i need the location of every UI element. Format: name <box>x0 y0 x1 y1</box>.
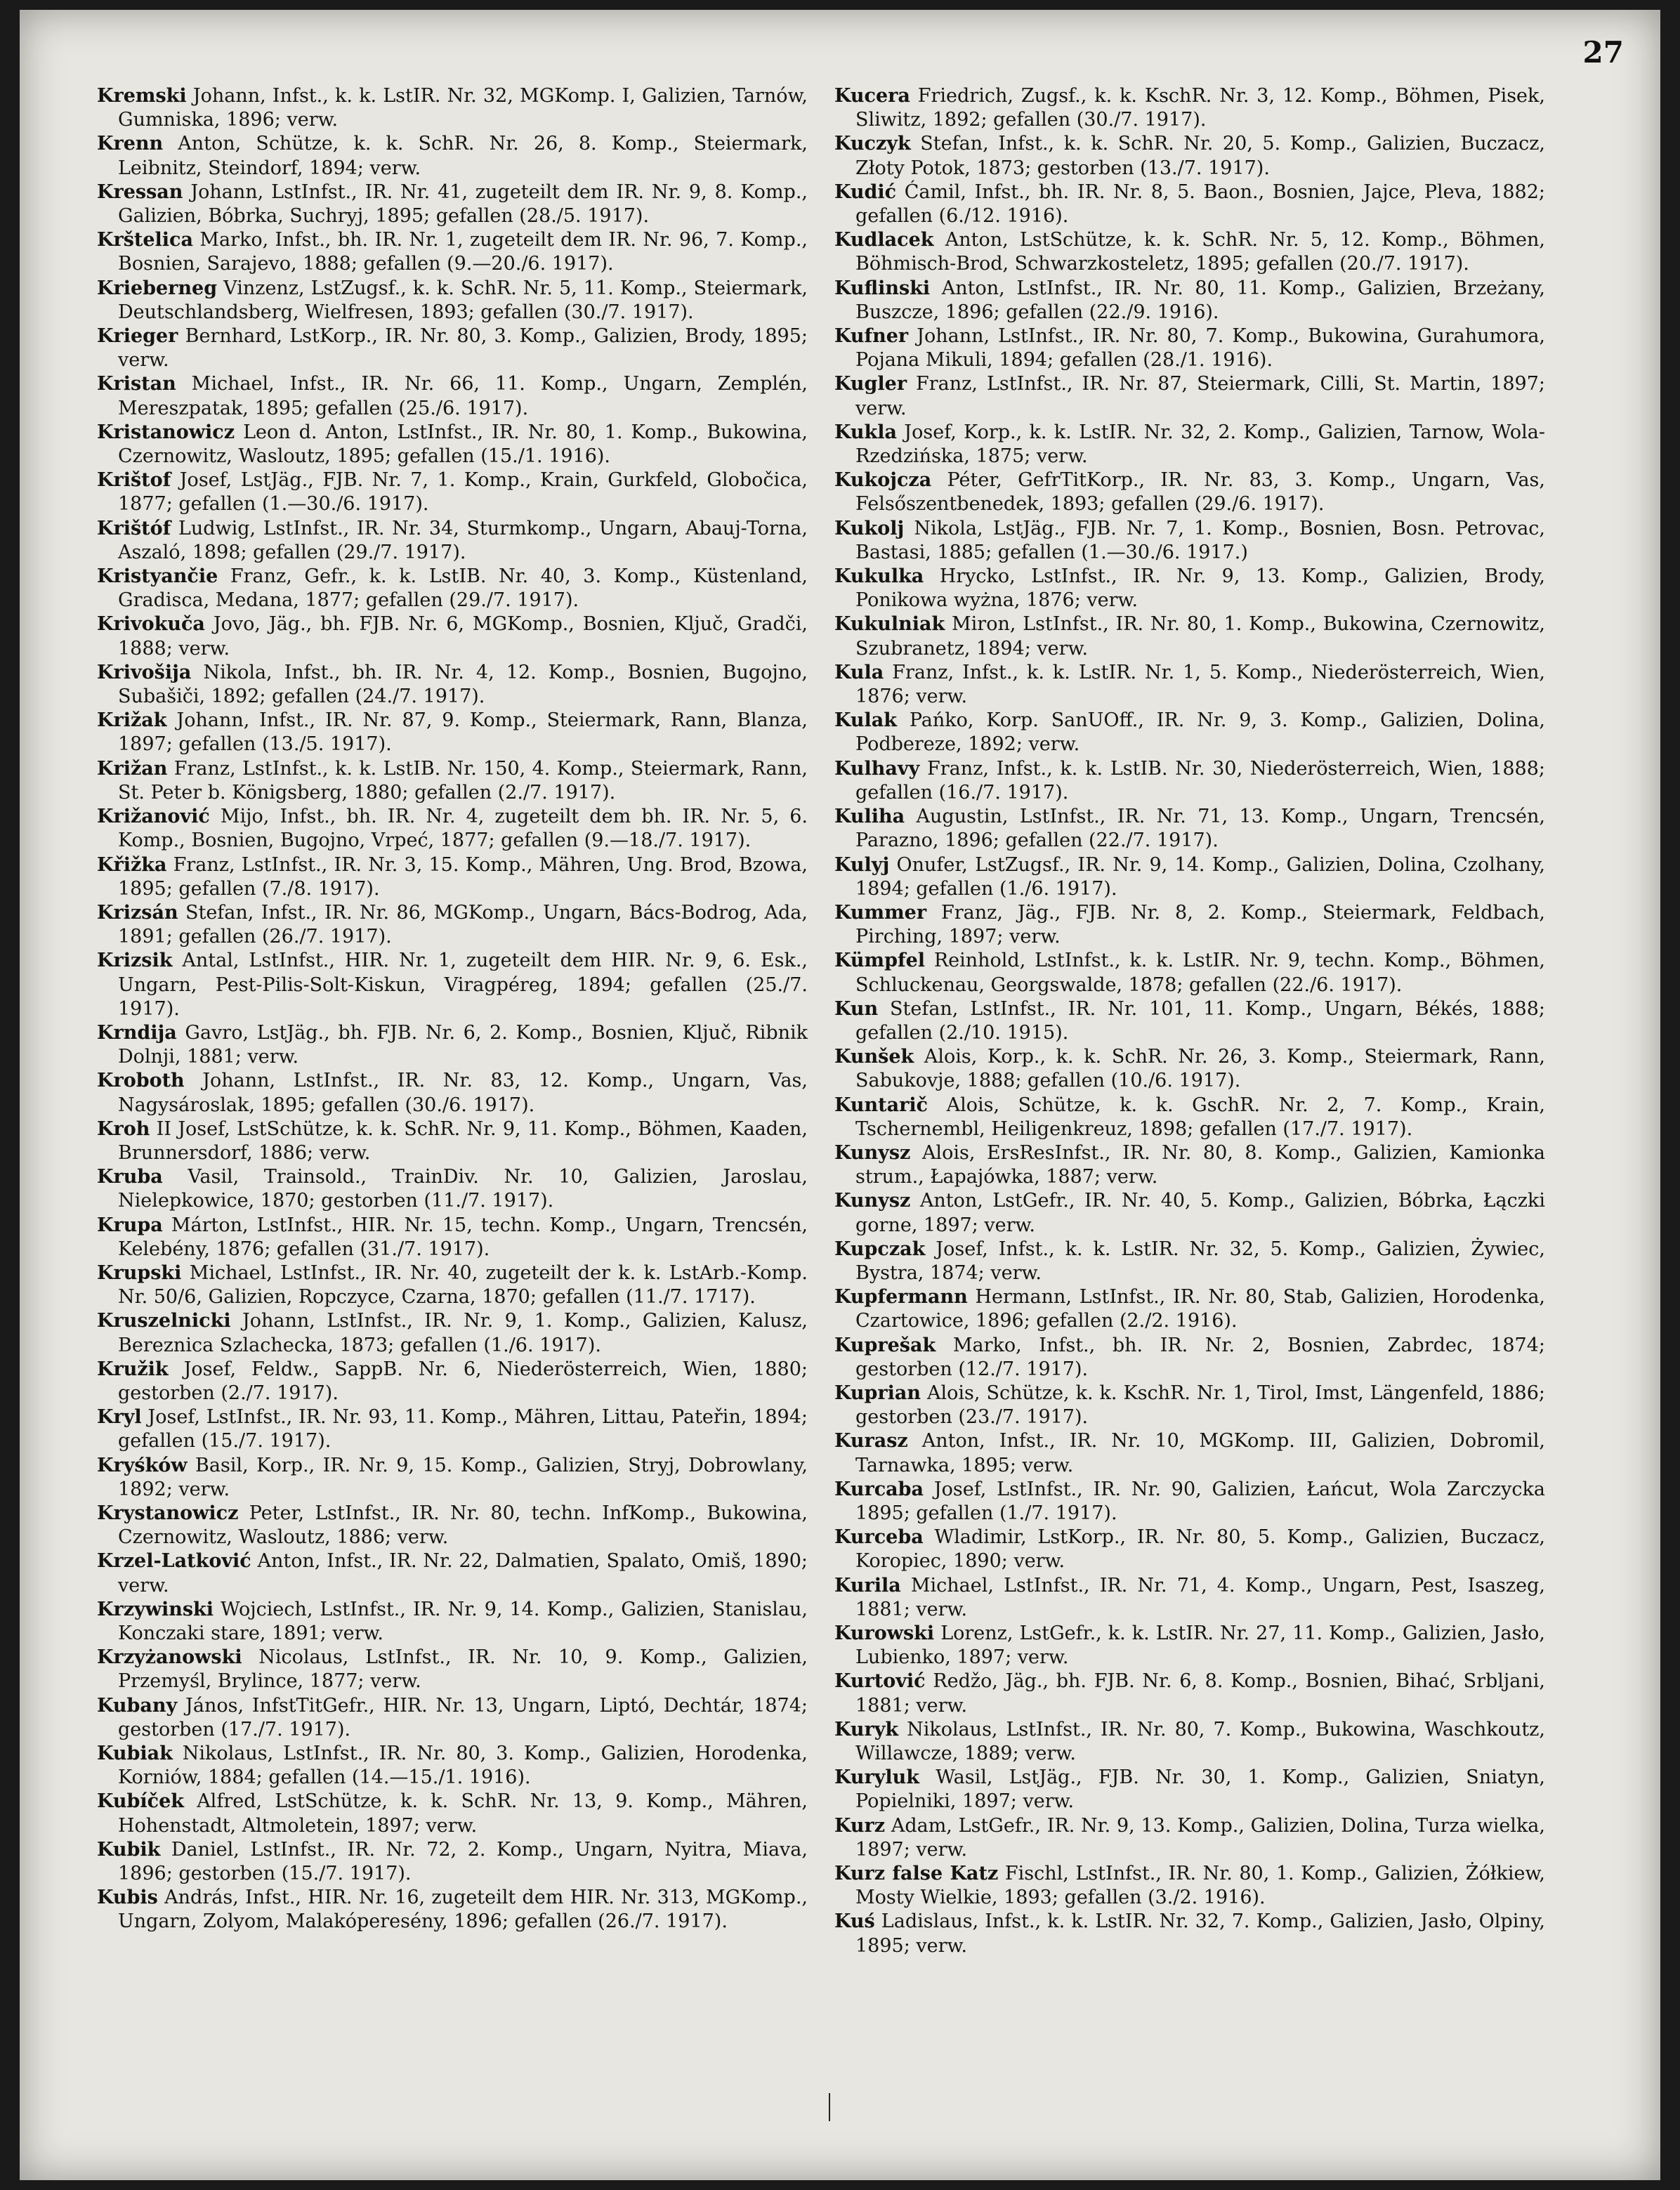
entry-details: Franz, LstInfst., IR. Nr. 3, 15. Komp., Mähren, Ung. Brod, Bzowa, 1895; gefallen (7./8. 1917). <box>118 853 808 900</box>
entry-surname: Krystanowicz <box>97 1502 239 1524</box>
entry-details: Márton, LstInfst., HIR. Nr. 15, techn. Komp., Ungarn, Trencsén, Kelebény, 1876; gefallen (31./7. 1917). <box>118 1214 808 1260</box>
entry-details: Josef, Feldw., SappB. Nr. 6, Niederösterreich, Wien, 1880; gestorben (2./7. 1917). <box>118 1358 808 1404</box>
casualty-entry <box>834 1238 1545 1285</box>
casualty-entry <box>834 901 1545 949</box>
casualty-entry <box>97 1165 808 1213</box>
entry-details: Marko, Infst., bh. IR. Nr. 1, zugeteilt dem IR. Nr. 96, 7. Komp., Bosnien, Sarajevo, 1888; gefallen (9.—20./6. 1917). <box>118 229 808 275</box>
entry-surname: Krštelica <box>97 229 193 251</box>
entry-details: Michael, LstInfst., IR. Nr. 71, 4. Komp., Ungarn, Pest, Isaszeg, 1881; verw. <box>855 1574 1545 1620</box>
entry-details: Mijo, Infst., bh. IR. Nr. 4, zugeteilt dem bh. IR. Nr. 5, 6. Komp., Bosnien, Bugojno, Vrpeć, 1877; gefallen (9.—18./7. 1917). <box>118 806 808 852</box>
entry-surname: Krivošija <box>97 661 192 683</box>
entry-surname: Kuliha <box>834 806 905 828</box>
entry-details: Basil, Korp., IR. Nr. 9, 15. Komp., Galizien, Stryj, Dobrowlany, 1892; verw. <box>118 1454 808 1500</box>
entry-details: II Josef, LstSchütze, k. k. SchR. Nr. 9, 11. Komp., Böhmen, Kaaden, Brunnersdorf, 1886; verw. <box>118 1117 808 1164</box>
entry-details: Anton, LstGefr., IR. Nr. 40, 5. Komp., Galizien, Bóbrka, Łączki gorne, 1897; verw. <box>855 1190 1545 1236</box>
entry-details: Franz, Infst., k. k. LstIR. Nr. 1, 5. Komp., Niederösterreich, Wien, 1876; verw. <box>855 661 1545 708</box>
entry-surname: Krieberneg <box>97 277 218 299</box>
entry-details: Johann, Infst., k. k. LstIR. Nr. 32, MGKomp. I, Galizien, Tarnów, Gumniska, 1896; verw. <box>118 85 808 131</box>
casualty-entry <box>97 277 808 324</box>
entry-details: Marko, Infst., bh. IR. Nr. 2, Bosnien, Zabrdec, 1874; gestorben (12./7. 1917). <box>855 1334 1545 1380</box>
entry-details: Jovo, Jäg., bh. FJB. Nr. 6, MGKomp., Bosnien, Ključ, Gradči, 1888; verw. <box>118 613 808 660</box>
entry-surname: Kummer <box>834 901 927 924</box>
entry-details: Redžo, Jäg., bh. FJB. Nr. 6, 8. Komp., Bosnien, Bihać, Srbljani, 1881; verw. <box>855 1670 1545 1717</box>
entry-details: Michael, Infst., IR. Nr. 66, 11. Komp., Ungarn, Zemplén, Mereszpatak, 1895; gefallen (25./6. 1917). <box>118 373 808 419</box>
casualty-entry <box>97 853 808 901</box>
casualty-entry <box>834 1718 1545 1766</box>
entry-details: Nicolaus, LstInfst., IR. Nr. 10, 9. Komp., Galizien, Przemyśl, Brylince, 1877; verw. <box>118 1646 808 1693</box>
casualty-entry <box>97 1549 808 1597</box>
entry-details: Daniel, LstInfst., IR. Nr. 72, 2. Komp., Ungarn, Nyitra, Miava, 1896; gestorben (15./7. 1917). <box>118 1838 808 1885</box>
entry-details: Nikola, Infst., bh. IR. Nr. 4, 12. Komp., Bosnien, Bugojno, Subašiči, 1892; gefallen (24./7. 1917). <box>118 661 808 708</box>
casualty-entry <box>97 1646 808 1693</box>
casualty-entry <box>834 805 1545 853</box>
entry-details: Vinzenz, LstZugsf., k. k. SchR. Nr. 5, 11. Komp., Steiermark, Deutschlandsberg, Wielfresen, 1893; gefallen (30./7. 1917). <box>118 277 808 323</box>
casualty-entry <box>834 1141 1545 1189</box>
casualty-entry <box>97 757 808 805</box>
casualty-entry <box>834 1382 1545 1429</box>
entry-surname: Kristanowicz <box>97 421 235 443</box>
casualty-entry <box>834 1429 1545 1477</box>
casualty-entry <box>97 1838 808 1886</box>
casualty-entry <box>97 372 808 420</box>
entry-details: Michael, LstInfst., IR. Nr. 40, zugeteilt der k. k. LstArb.-Komp. Nr. 50/6, Galizien, Ropczyce, Czarna, 1870; gefallen (11./7. 1717). <box>118 1261 808 1309</box>
entry-details: Johann, LstInfst., IR. Nr. 83, 12. Komp., Ungarn, Vas, Nagysároslak, 1895; gefallen (30./6. 1917). <box>118 1070 808 1116</box>
entry-details: Johann, Infst., IR. Nr. 87, 9. Komp., Steiermark, Rann, Blanza, 1897; gefallen (13./5. 1917). <box>118 709 808 756</box>
entry-surname: Kugler <box>834 373 907 395</box>
casualty-entry <box>834 1334 1545 1382</box>
entry-surname: Kunšek <box>834 1046 914 1068</box>
entry-surname: Kružik <box>97 1358 169 1380</box>
casualty-entry <box>97 1261 808 1309</box>
entry-details: Franz, Jäg., FJB. Nr. 8, 2. Komp., Steiermark, Feldbach, Pirching, 1897; verw. <box>855 901 1545 948</box>
entry-details: Hermann, LstInfst., IR. Nr. 80, Stab, Galizien, Horodenka, Czartowice, 1896; gefallen (2./2. 1916). <box>855 1286 1545 1332</box>
entry-surname: Krzyżanowski <box>97 1646 242 1669</box>
casualty-entry <box>834 1766 1545 1814</box>
entry-surname: Kurila <box>834 1574 901 1596</box>
entry-surname: Krupski <box>97 1261 182 1284</box>
entry-details: Wojciech, LstInfst., IR. Nr. 9, 14. Komp., Galizien, Stanislau, Konczaki stare, 1891; verw. <box>118 1598 808 1644</box>
casualty-entry <box>834 1526 1545 1573</box>
entry-details: Johann, LstInfst., IR. Nr. 41, zugeteilt dem IR. Nr. 9, 8. Komp., Galizien, Bóbrka, Suchryj, 1895; gefallen (28./5. 1917). <box>118 181 808 228</box>
casualty-entry <box>834 1670 1545 1717</box>
entry-surname: Kubis <box>97 1887 158 1909</box>
entry-details: Josef, Korp., k. k. LstIR. Nr. 32, 2. Komp., Galizien, Tarnow, Wola-Rzedzińska, 1875; verw. <box>855 421 1545 468</box>
entry-surname: Krizsán <box>97 901 178 924</box>
entry-surname: Kuś <box>834 1910 875 1933</box>
entry-details: Alois, ErsResInfst., IR. Nr. 80, 8. Komp., Galizien, Kamionka strum., Łapajówka, 1887; verw. <box>855 1141 1545 1188</box>
entry-details: Pańko, Korp. SanUOff., IR. Nr. 9, 3. Komp., Galizien, Dolina, Podbereze, 1892; verw. <box>855 709 1545 756</box>
entry-details: Fischl, LstInfst., IR. Nr. 80, 1. Komp., Galizien, Żółkiew, Mosty Wielkie, 1893; gefallen (3./2. 1916). <box>855 1863 1546 1909</box>
entry-details: Nikola, LstJäg., FJB. Nr. 7, 1. Komp., Bosnien, Bosn. Petrovac, Bastasi, 1885; gefallen (1.—30./6. 1917.) <box>855 517 1545 563</box>
entry-surname: Krieger <box>97 325 178 348</box>
casualty-entry <box>97 565 808 612</box>
casualty-entry <box>834 997 1545 1045</box>
left-column <box>97 84 808 1934</box>
entry-details: Leon d. Anton, LstInfst., IR. Nr. 80, 1. Komp., Bukowina, Czernowitz, Wasloutz, 1895; gefallen (15./1. 1916). <box>118 421 808 468</box>
casualty-entry <box>834 1285 1545 1333</box>
entry-details: Vasil, Trainsold., TrainDiv. Nr. 10, Galizien, Jaroslau, Nielepkowice, 1870; gestorben (11./7. 1917). <box>118 1166 808 1212</box>
entry-surname: Kuczyk <box>834 133 911 155</box>
entry-details: Stefan, LstInfst., IR. Nr. 101, 11. Komp., Ungarn, Békés, 1888; gefallen (2./10. 1915). <box>855 997 1545 1044</box>
entry-surname: Kula <box>834 661 884 683</box>
casualty-entry <box>834 1862 1545 1910</box>
casualty-entry <box>834 132 1545 180</box>
casualty-entry <box>834 372 1545 420</box>
entry-details: Josef, LstJäg., FJB. Nr. 7, 1. Komp., Krain, Gurkfeld, Globočica, 1877; gefallen (1.—30./6. 1917). <box>118 469 808 516</box>
entry-surname: Kristan <box>97 373 176 395</box>
entry-surname: Kruba <box>97 1166 163 1188</box>
casualty-entry <box>834 1478 1545 1526</box>
entry-surname: Krištof <box>97 469 171 492</box>
casualty-entry <box>834 468 1545 516</box>
entry-details: Peter, LstInfst., IR. Nr. 80, techn. InfKomp., Bukowina, Czernowitz, Wasloutz, 1886; verw. <box>118 1502 808 1549</box>
entry-details: Josef, LstInfst., IR. Nr. 93, 11. Komp., Mähren, Littau, Pateřin, 1894; gefallen (15./7. 1917). <box>118 1406 808 1453</box>
entry-details: Ludwig, LstInfst., IR. Nr. 34, Sturmkomp., Ungarn, Abauj-Torna, Aszaló, 1898; gefallen (29./7. 1917). <box>118 517 808 563</box>
entry-surname: Kunysz <box>834 1190 911 1212</box>
entry-surname: Kurowski <box>834 1622 935 1644</box>
entry-details: Adam, LstGefr., IR. Nr. 9, 13. Komp., Galizien, Dolina, Turza wielka, 1897; verw. <box>855 1814 1545 1861</box>
entry-surname: Kulak <box>834 709 897 732</box>
casualty-entry <box>97 1502 808 1549</box>
casualty-entry <box>834 1189 1545 1237</box>
entry-surname: Kukolj <box>834 517 905 539</box>
entry-details: Onufer, LstZugsf., IR. Nr. 9, 14. Komp., Galizien, Dolina, Czolhany, 1894; gefallen (1./6. 1917). <box>855 853 1545 900</box>
entry-details: Ćamil, Infst., bh. IR. Nr. 8, 5. Baon., Bosnien, Jajce, Pleva, 1882; gefallen (6./12. 1916). <box>855 181 1545 228</box>
entry-surname: Kuflinski <box>834 277 931 299</box>
casualty-entry <box>97 421 808 468</box>
casualty-entry <box>97 181 808 228</box>
entry-details: Alfred, LstSchütze, k. k. SchR. Nr. 13, 9. Komp., Mähren, Hohenstadt, Altmoletein, 1897; verw. <box>118 1790 808 1837</box>
casualty-entry <box>834 1910 1545 1958</box>
entry-surname: Kurceba <box>834 1526 924 1549</box>
entry-details: Franz, Gefr., k. k. LstIB. Nr. 40, 3. Komp., Küstenland, Gradisca, Medana, 1877; gefallen (29./7. 1917). <box>118 565 808 612</box>
entry-surname: Kukla <box>834 421 897 443</box>
entry-surname: Kurcaba <box>834 1478 924 1500</box>
right-column <box>834 84 1545 1958</box>
casualty-entry <box>834 1814 1545 1862</box>
margin-rule <box>829 2093 830 2121</box>
entry-surname: Kurtović <box>834 1670 926 1693</box>
casualty-entry <box>97 1790 808 1837</box>
casualty-entry <box>97 228 808 276</box>
entry-surname: Kuntarič <box>834 1094 928 1116</box>
casualty-entry <box>97 1454 808 1502</box>
casualty-entry <box>834 84 1545 132</box>
entry-details: Josef, Infst., k. k. LstIR. Nr. 32, 5. Komp., Galizien, Żywiec, Bystra, 1874; verw. <box>855 1238 1545 1284</box>
casualty-entry <box>834 1094 1545 1141</box>
entry-surname: Kucera <box>834 85 910 107</box>
casualty-entry <box>834 661 1545 709</box>
entry-details: Friedrich, Zugsf., k. k. KschR. Nr. 3, 12. Komp., Böhmen, Pisek, Sliwitz, 1892; gefallen (30./7. 1917). <box>855 85 1545 131</box>
entry-surname: Kufner <box>834 325 909 348</box>
entry-details: Anton, Infst., IR. Nr. 22, Dalmatien, Spalato, Omiš, 1890; verw. <box>118 1550 808 1596</box>
entry-surname: Krizsik <box>97 950 173 972</box>
entry-surname: Krenn <box>97 133 164 155</box>
entry-details: Reinhold, LstInfst., k. k. LstIR. Nr. 9, techn. Komp., Böhmen, Schluckenau, Georgswalde, 1878; gefallen (22./6. 1917). <box>855 950 1545 996</box>
casualty-entry <box>97 1309 808 1357</box>
entry-surname: Krištóf <box>97 517 171 539</box>
entry-surname: Kubiak <box>97 1743 173 1765</box>
entry-surname: Kryśków <box>97 1454 188 1476</box>
entry-details: Anton, LstInfst., IR. Nr. 80, 11. Komp., Galizien, Brzeżany, Buszcze, 1896; gefallen (22./9. 1916). <box>855 277 1545 323</box>
entry-details: Stefan, Infst., IR. Nr. 86, MGKomp., Ungarn, Bács-Bodrog, Ada, 1891; gefallen (26./7. 1917). <box>118 901 808 948</box>
casualty-entry <box>97 84 808 132</box>
entry-surname: Kroh <box>97 1117 150 1140</box>
entry-surname: Krivokuča <box>97 613 205 636</box>
casualty-entry <box>97 1598 808 1646</box>
casualty-entry <box>97 1021 808 1069</box>
entry-surname: Kulhavy <box>834 757 920 780</box>
entry-surname: Kruszelnicki <box>97 1310 231 1332</box>
entry-details: Alois, Korp., k. k. SchR. Nr. 26, 3. Komp., Steiermark, Rann, Sabukovje, 1888; gefallen (10./6. 1917). <box>855 1046 1545 1092</box>
entry-surname: Krndija <box>97 1021 177 1044</box>
entry-surname: Kuprešak <box>834 1334 936 1356</box>
entry-details: Péter, GefrTitKorp., IR. Nr. 83, 3. Komp., Ungarn, Vas, Felsőszentbenedek, 1893; gefallen (29./6. 1917). <box>855 469 1545 516</box>
entry-details: Johann, LstInfst., IR. Nr. 80, 7. Komp., Bukowina, Gurahumora, Pojana Mikuli, 1894; gefallen (28./1. 1916). <box>855 325 1545 372</box>
entry-details: Nikolaus, LstInfst., IR. Nr. 80, 7. Komp., Bukowina, Waschkoutz, Willawcze, 1889; verw. <box>855 1718 1545 1765</box>
document-page <box>20 10 1660 2180</box>
casualty-entry <box>97 901 808 949</box>
casualty-entry <box>97 1358 808 1405</box>
casualty-entry <box>97 132 808 180</box>
casualty-entry <box>97 517 808 565</box>
entry-surname: Kurz <box>834 1814 886 1837</box>
entry-surname: Kupfermann <box>834 1286 968 1309</box>
entry-details: Wladimir, LstKorp., IR. Nr. 80, 5. Komp., Galizien, Buczacz, Koropiec, 1890; verw. <box>855 1526 1545 1573</box>
casualty-entry <box>97 805 808 853</box>
casualty-entry <box>834 421 1545 468</box>
casualty-entry <box>97 612 808 660</box>
casualty-entry <box>834 228 1545 276</box>
entry-surname: Križanović <box>97 806 210 828</box>
casualty-entry <box>97 709 808 756</box>
casualty-entry <box>834 181 1545 228</box>
entry-details: Lorenz, LstGefr., k. k. LstIR. Nr. 27, 11. Komp., Galizien, Jasło, Lubienko, 1897; verw. <box>855 1622 1545 1669</box>
entry-details: Bernhard, LstKorp., IR. Nr. 80, 3. Komp., Galizien, Brody, 1895; verw. <box>118 325 808 372</box>
casualty-entry <box>97 1117 808 1165</box>
entry-surname: Kubíček <box>97 1790 184 1813</box>
entry-surname: Krzel-Latković <box>97 1550 251 1573</box>
entry-surname: Kümpfel <box>834 950 926 972</box>
casualty-entry <box>97 1694 808 1742</box>
entry-surname: Kudić <box>834 181 897 203</box>
entry-surname: Kukulniak <box>834 613 945 636</box>
casualty-entry <box>97 1405 808 1453</box>
entry-surname: Kroboth <box>97 1070 185 1092</box>
casualty-entry <box>97 949 808 1021</box>
entry-details: János, InfstTitGefr., HIR. Nr. 13, Ungarn, Liptó, Dechtár, 1874; gestorben (17./7. 1917). <box>118 1694 808 1740</box>
entry-details: Anton, LstSchütze, k. k. SchR. Nr. 5, 12. Komp., Böhmen, Böhmisch-Brod, Schwarzkosteletz, 1895; gefallen (20./7. 1917). <box>855 229 1545 275</box>
casualty-entry <box>97 324 808 372</box>
casualty-entry <box>834 324 1545 372</box>
entry-details: Gavro, LstJäg., bh. FJB. Nr. 6, 2. Komp., Bosnien, Ključ, Ribnik Dolnji, 1881; verw. <box>118 1021 808 1068</box>
entry-surname: Kukulka <box>834 565 924 588</box>
casualty-entry <box>834 757 1545 805</box>
entry-details: Nikolaus, LstInfst., IR. Nr. 80, 3. Komp., Galizien, Horodenka, Korniów, 1884; gefallen (14.—15./1. 1916). <box>118 1743 808 1789</box>
entry-details: Johann, LstInfst., IR. Nr. 9, 1. Komp., Galizien, Kalusz, Bereznica Szlachecka, 1873; gefallen (1./6. 1917). <box>118 1310 808 1356</box>
casualty-entry <box>97 1742 808 1790</box>
casualty-entry <box>834 517 1545 565</box>
entry-details: Anton, Schütze, k. k. SchR. Nr. 26, 8. Komp., Steiermark, Leibnitz, Steindorf, 1894; verw. <box>118 133 808 179</box>
casualty-entry <box>834 277 1545 324</box>
entry-surname: Kunysz <box>834 1141 911 1164</box>
page-number: 27 <box>1582 35 1624 70</box>
entry-details: Stefan, Infst., k. k. SchR. Nr. 20, 5. Komp., Galizien, Buczacz, Złoty Potok, 1873; gestorben (13./7. 1917). <box>855 133 1545 179</box>
casualty-entry <box>97 1069 808 1117</box>
entry-surname: Kuryk <box>834 1718 899 1740</box>
casualty-entry <box>834 1622 1545 1670</box>
entry-details: Josef, LstInfst., IR. Nr. 90, Galizien, Łańcut, Wola Zarczycka 1895; gefallen (1./7. 1917). <box>855 1478 1545 1524</box>
entry-surname: Kupczak <box>834 1238 926 1260</box>
casualty-entry <box>834 949 1545 997</box>
entry-surname: Kressan <box>97 181 183 203</box>
entry-surname: Kuprian <box>834 1382 921 1404</box>
entry-details: Wasil, LstJäg., FJB. Nr. 30, 1. Komp., Galizien, Sniatyn, Popielniki, 1897; verw. <box>855 1766 1545 1813</box>
entry-surname: Kurasz <box>834 1430 908 1453</box>
entry-surname: Křižka <box>97 853 167 876</box>
casualty-entry <box>834 565 1545 612</box>
entry-details: Franz, Infst., k. k. LstIB. Nr. 30, Niederösterreich, Wien, 1888; gefallen (16./7. 1917). <box>855 757 1545 804</box>
casualty-entry <box>834 709 1545 756</box>
entry-details: Antal, LstInfst., HIR. Nr. 1, zugeteilt dem HIR. Nr. 9, 6. Esk., Ungarn, Pest-Pilis-Solt-Kiskun, Viragpéreg, 1894; gefallen (25./7. 1917). <box>118 950 808 1020</box>
casualty-entry <box>834 1574 1545 1622</box>
entry-surname: Kun <box>834 997 879 1020</box>
casualty-entry <box>97 1214 808 1261</box>
casualty-entry <box>834 612 1545 660</box>
casualty-entry <box>834 853 1545 901</box>
entry-surname: Kubany <box>97 1694 178 1717</box>
entry-details: Alois, Schütze, k. k. GschR. Nr. 2, 7. Komp., Krain, Tschernembl, Heiligenkreuz, 1898; gefallen (17./7. 1917). <box>855 1094 1545 1140</box>
entry-surname: Kudlacek <box>834 229 934 251</box>
entry-surname: Kremski <box>97 85 187 107</box>
entry-surname: Krupa <box>97 1214 163 1236</box>
entry-surname: Kuryluk <box>834 1766 920 1789</box>
entry-details: Miron, LstInfst., IR. Nr. 80, 1. Komp., Bukowina, Czernowitz, Szubranetz, 1894; verw. <box>855 613 1545 660</box>
entry-surname: Križan <box>97 757 168 780</box>
entry-details: Hrycko, LstInfst., IR. Nr. 9, 13. Komp., Galizien, Brody, Ponikowa wyżna, 1876; verw. <box>855 565 1545 612</box>
entry-surname: Kristyančie <box>97 565 218 588</box>
entry-details: András, Infst., HIR. Nr. 16, zugeteilt dem HIR. Nr. 313, MGKomp., Ungarn, Zolyom, Malakóperesény, 1896; gefallen (26./7. 1917). <box>118 1887 808 1933</box>
entry-details: Alois, Schütze, k. k. KschR. Nr. 1, Tirol, Imst, Längenfeld, 1886; gestorben (23./7. 1917). <box>855 1382 1545 1429</box>
casualty-entry <box>97 468 808 516</box>
entry-details: Anton, Infst., IR. Nr. 10, MGKomp. III, Galizien, Dobromil, Tarnawka, 1895; verw. <box>855 1430 1545 1476</box>
entry-details: Ladislaus, Infst., k. k. LstIR. Nr. 32, 7. Komp., Galizien, Jasło, Olpiny, 1895; verw. <box>855 1910 1545 1957</box>
entry-details: Franz, LstInfst., IR. Nr. 87, Steiermark, Cilli, St. Martin, 1897; verw. <box>855 373 1545 419</box>
casualty-entry <box>97 1886 808 1934</box>
entry-surname: Kukojcza <box>834 469 932 492</box>
entry-details: Franz, LstInfst., k. k. LstIB. Nr. 150, 4. Komp., Steiermark, Rann, St. Peter b. Königsberg, 1880; gefallen (2./7. 1917). <box>118 757 808 804</box>
entry-surname: Krzywinski <box>97 1598 214 1620</box>
entry-surname: Kulyj <box>834 853 890 876</box>
entry-surname: Križak <box>97 709 167 732</box>
entry-surname: Kryl <box>97 1406 142 1429</box>
casualty-entry <box>834 1045 1545 1093</box>
entry-surname: Kubik <box>97 1838 161 1861</box>
entry-details: Augustin, LstInfst., IR. Nr. 71, 13. Komp., Ungarn, Trencsén, Parazno, 1896; gefallen (22./7. 1917). <box>855 806 1545 852</box>
entry-surname: Kurz false Katz <box>834 1863 999 1885</box>
casualty-entry <box>97 661 808 709</box>
